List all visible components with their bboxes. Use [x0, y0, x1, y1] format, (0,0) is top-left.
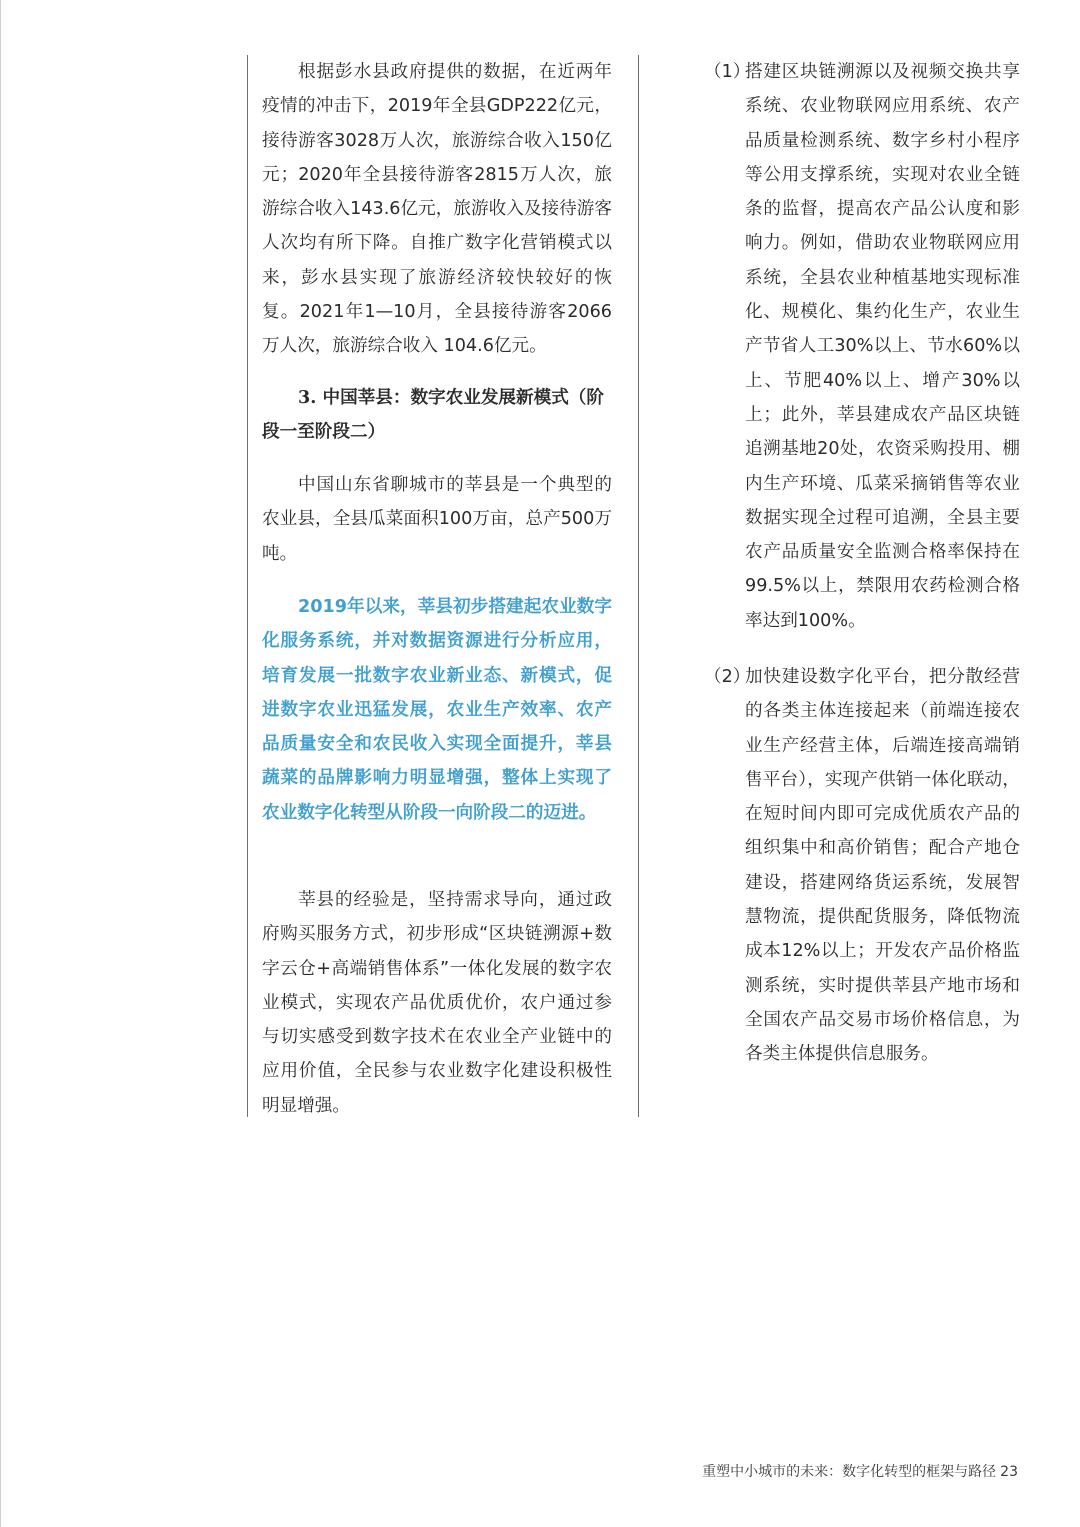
paragraph-pengshui-data: 根据彭水县政府提供的数据，在近两年疫情的冲击下，2019年全县GDP222亿元，接待游客3028万人次，旅游综合收入150亿元；2020年全县接待游客2815万人次，旅游综合收入143.6亿元，旅游收入及接待游客人次均有所下降。自推广数字化营销模式以来，彭水县实现了旅游经济较快较好的恢复。2021年1—10月，全县接待游客2066万人次，旅游综合收入 104.6亿元。: [262, 62, 612, 357]
list-item-text: 加快建设数字化平台，把分散经营的各类主体连接起来（前端连接农业生产经营主体，后端连接高端销售平台），实现产供销一体化联动，在短时间内即可完成优质农产品的组织集中和高价销售；配合产地仓建设，搭建网络货运系统，发展智慧物流，提供配货服务，降低物流成本12%以上；开发农产品价格监测系统，实时提供莘县产地市场和全国农产品交易市场价格信息，为各类主体提供信息服务。: [745, 667, 1020, 1065]
left-column: [247, 55, 639, 1117]
highlight-paragraph: 2019年以来，莘县初步搭建起农业数字化服务系统，并对数据资源进行分析应用，培育发展一批数字农业新业态、新模式，促进数字农业迅猛发展，农业生产效率、农产品质量安全和农民收入实现全面提升，莘县蔬菜的品牌影响力明显增强，整体上实现了农业数字化转型从阶段一向阶段二的迈进。: [262, 597, 612, 823]
paragraph-shenxian-experience: 莘县的经验是，坚持需求导向，通过政府购买服务方式，初步形成“区块链溯源+数字云仓+高端销售体系”一体化发展的数字农业模式，实现农产品优质优价，农户通过参与切实感受到数字技术在农业全产业链中的应用价值，全民参与农业数字化建设积极性明显增强。: [262, 890, 612, 1116]
footer-title: 重塑中小城市的未来：数字化转型的框架与路径: [702, 1464, 997, 1480]
list-item-text: 搭建区块链溯源以及视频交换共享系统、农业物联网应用系统、农产品质量检测系统、数字乡村小程序等公用支撑系统，实现对农业全链条的监督，提高农产品公认度和影响力。例如，借助农业物联网应用系统，全县农业种植基地实现标准化、规模化、集约化生产，农业生产节省人工30%以上、节水60%以上、节肥40%以上、增产30%以上；此外，莘县建成农产品区块链追溯基地20处，农资采购投用、棚内生产环境、瓜菜采摘销售等农业数据实现全过程可追溯，全县主要农产品质量安全监测合格率保持在99.5%以上，禁限用农药检测合格率达到100%。: [745, 62, 1020, 631]
list-item-number: （2）: [704, 667, 751, 687]
section-title: 3. 中国莘县：数字农业发展新模式（阶段一至阶段二）: [262, 387, 604, 443]
page-edge: [0, 0, 1, 1527]
paragraph-shenxian-intro: 中国山东省聊城市的莘县是一个典型的农业县，全县瓜菜面积100万亩，总产500万吨。: [262, 475, 612, 564]
page-number: 23: [1000, 1464, 1018, 1480]
page-footer: [702, 1462, 1018, 1482]
list-item-number: （1）: [704, 62, 751, 82]
